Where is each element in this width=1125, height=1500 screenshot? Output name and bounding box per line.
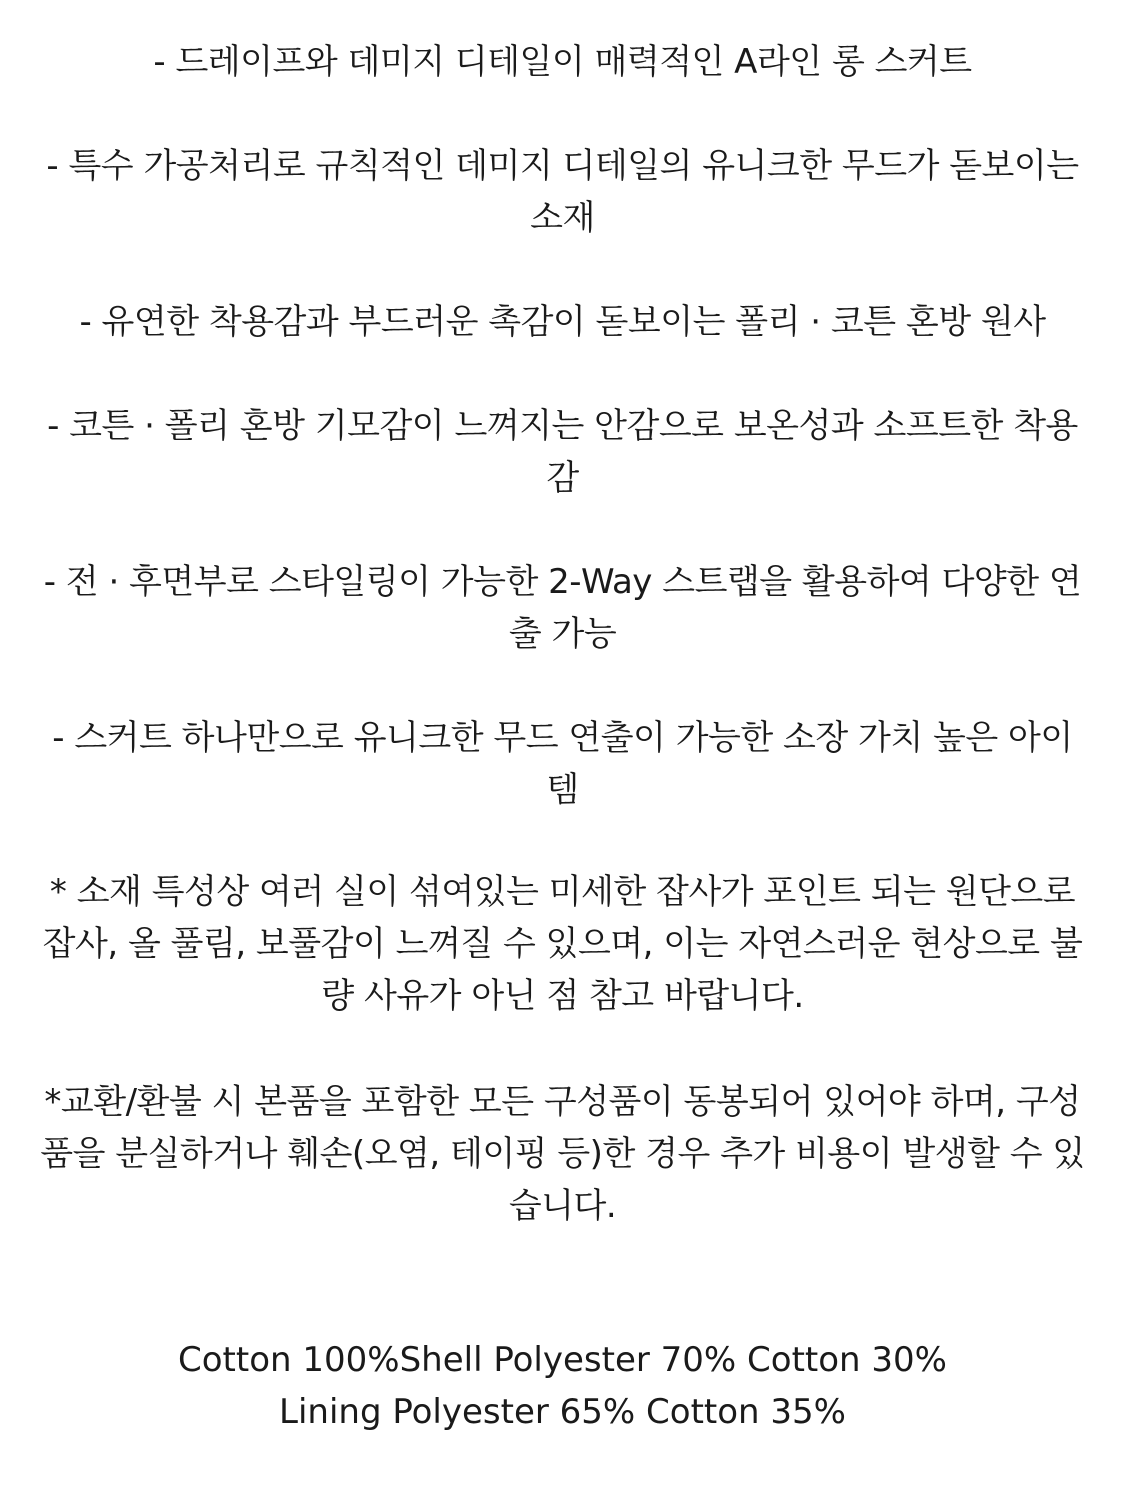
description-line-4: - 코튼 · 폴리 혼방 기모감이 느껴지는 안감으로 보온성과 소프트한 착용감 — [47, 406, 1078, 498]
notice-material: * 소재 특성상 여러 실이 섞여있는 미세한 잡사가 포인트 되는 원단으로 잡사, 올 풀림, 보풀감이 느껴질 수 있으며, 이는 자연스러운 현상으로 불량 사유가 아닌 점 참고 바랍니다. — [42, 872, 1083, 1016]
composition-line-2: Lining Polyester 65% Cotton 35% — [279, 1392, 846, 1432]
description-line-6: - 스커트 하나만으로 유니크한 무드 연출이 가능한 소장 가치 높은 아이템 — [52, 718, 1073, 810]
description-line-2: - 특수 가공처리로 규칙적인 데미지 디테일의 유니크한 무드가 돋보이는 소재 — [46, 146, 1079, 238]
description-line-3: - 유연한 착용감과 부드러운 촉감이 돋보이는 폴리 · 코튼 혼방 원사 — [79, 302, 1046, 342]
composition-line-1: Cotton 100%Shell Polyester 70% Cotton 30% — [178, 1340, 947, 1380]
description-line-1: - 드레이프와 데미지 디테일이 매력적인 A라인 롱 스커트 — [153, 42, 972, 82]
description-line-5: - 전 · 후면부로 스타일링이 가능한 2-Way 스트랩을 활용하여 다양한 연출 가능 — [43, 562, 1082, 654]
fabric-composition — [40, 1334, 1085, 1438]
notice-return: *교환/환불 시 본품을 포함한 모든 구성품이 동봉되어 있어야 하며, 구성품을 분실하거나 훼손(오염, 테이핑 등)한 경우 추가 비용이 발생할 수 있습니다. — [40, 1082, 1085, 1226]
